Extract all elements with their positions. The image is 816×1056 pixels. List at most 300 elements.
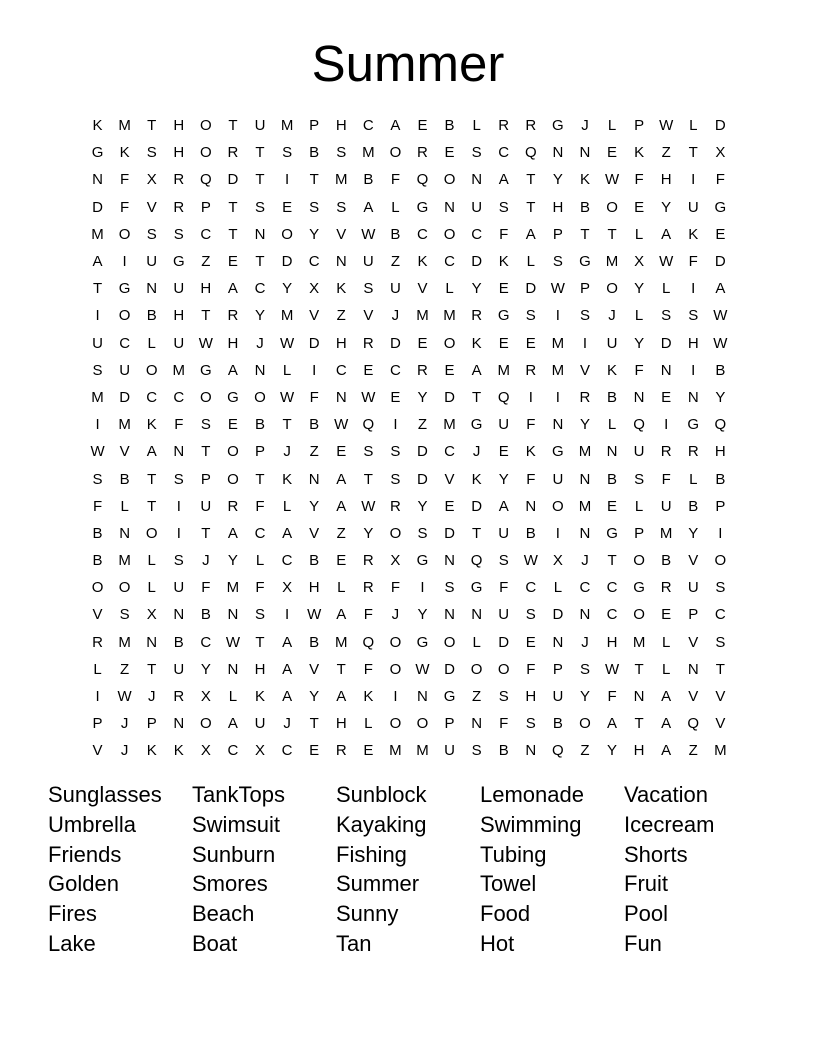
grid-letter[interactable]: S [200, 416, 211, 434]
grid-letter[interactable]: A [227, 280, 238, 298]
grid-letter[interactable]: W [117, 688, 132, 706]
grid-letter[interactable]: W [659, 117, 674, 135]
grid-letter[interactable]: K [634, 144, 645, 162]
grid-letter[interactable]: H [335, 715, 347, 733]
grid-letter[interactable]: F [363, 660, 373, 678]
grid-letter[interactable]: E [390, 388, 401, 406]
grid-letter[interactable]: G [443, 688, 456, 706]
grid-letter[interactable]: T [147, 470, 157, 488]
grid-letter[interactable]: V [688, 688, 699, 706]
grid-letter[interactable]: Z [688, 742, 698, 760]
grid-letter[interactable]: I [582, 334, 588, 352]
grid-letter[interactable]: Z [661, 144, 671, 162]
grid-letter[interactable]: E [227, 253, 238, 271]
grid-letter[interactable]: I [176, 497, 181, 515]
grid-letter[interactable]: P [255, 443, 266, 461]
grid-letter[interactable]: Z [417, 416, 428, 434]
grid-letter[interactable]: X [200, 688, 211, 706]
grid-letter[interactable]: A [471, 361, 482, 379]
grid-letter[interactable]: I [285, 606, 290, 624]
grid-letter[interactable]: A [282, 688, 293, 706]
grid-letter[interactable]: B [525, 524, 536, 542]
grid-letter[interactable]: T [255, 470, 265, 488]
grid-letter[interactable]: J [581, 633, 589, 651]
grid-letter[interactable]: W [415, 660, 430, 678]
grid-letter[interactable]: B [309, 416, 320, 434]
grid-letter[interactable]: G [497, 307, 510, 325]
grid-letter[interactable]: Z [309, 443, 319, 461]
grid-letter[interactable]: Y [309, 225, 320, 243]
grid-letter[interactable]: G [633, 579, 645, 597]
grid-letter[interactable]: T [634, 660, 644, 678]
grid-letter[interactable]: U [471, 198, 483, 216]
grid-letter[interactable]: L [634, 497, 644, 515]
grid-letter[interactable]: N [660, 361, 672, 379]
grid-letter[interactable]: O [389, 660, 402, 678]
grid-letter[interactable]: A [336, 606, 347, 624]
grid-letter[interactable]: D [444, 388, 455, 406]
grid-letter[interactable]: Y [661, 198, 672, 216]
grid-letter[interactable]: X [552, 552, 563, 570]
grid-letter[interactable]: E [607, 497, 618, 515]
grid-letter[interactable]: T [228, 117, 238, 135]
grid-letter[interactable]: B [255, 416, 266, 434]
grid-letter[interactable]: W [604, 660, 620, 678]
grid-letter[interactable]: Q [714, 416, 727, 434]
grid-letter[interactable]: A [336, 688, 347, 706]
grid-letter[interactable]: H [200, 280, 212, 298]
grid-letter[interactable]: M [551, 361, 565, 379]
grid-letter[interactable]: G [579, 253, 591, 271]
grid-letter[interactable]: V [715, 715, 726, 733]
grid-letter[interactable]: O [443, 171, 456, 189]
grid-letter[interactable]: U [146, 253, 158, 271]
grid-letter[interactable]: N [146, 280, 158, 298]
grid-letter[interactable]: C [281, 742, 293, 760]
grid-letter[interactable]: M [659, 524, 673, 542]
grid-letter[interactable]: C [471, 225, 483, 243]
grid-letter[interactable]: U [687, 579, 699, 597]
grid-letter[interactable]: N [173, 606, 185, 624]
grid-letter[interactable]: R [579, 388, 591, 406]
grid-letter[interactable]: X [146, 606, 157, 624]
grid-letter[interactable]: N [444, 198, 455, 216]
grid-letter[interactable]: G [172, 253, 185, 271]
grid-letter[interactable]: U [254, 715, 266, 733]
grid-letter[interactable]: I [555, 307, 560, 325]
grid-letter[interactable]: H [308, 579, 320, 597]
grid-letter[interactable]: S [146, 225, 157, 243]
grid-letter[interactable]: B [92, 524, 103, 542]
grid-letter[interactable]: Y [282, 280, 293, 298]
grid-letter[interactable]: J [608, 307, 616, 325]
grid-letter[interactable]: B [309, 144, 320, 162]
grid-letter[interactable]: J [202, 552, 210, 570]
grid-letter[interactable]: W [713, 307, 728, 325]
grid-letter[interactable]: N [687, 388, 699, 406]
grid-letter[interactable]: O [200, 388, 212, 406]
grid-letter[interactable]: M [578, 497, 592, 515]
grid-letter[interactable]: F [255, 579, 265, 597]
grid-letter[interactable]: G [416, 198, 429, 216]
grid-letter[interactable]: F [634, 361, 644, 379]
grid-letter[interactable]: U [173, 579, 185, 597]
grid-letter[interactable]: M [362, 144, 375, 162]
grid-letter[interactable]: J [256, 334, 264, 352]
grid-letter[interactable]: T [255, 171, 265, 189]
grid-letter[interactable]: G [470, 579, 483, 597]
grid-letter[interactable]: Q [633, 416, 645, 434]
grid-letter[interactable]: F [201, 579, 211, 597]
grid-letter[interactable]: W [198, 334, 213, 352]
grid-letter[interactable]: L [282, 361, 292, 379]
grid-letter[interactable]: T [688, 144, 698, 162]
grid-letter[interactable]: Q [524, 144, 537, 162]
grid-letter[interactable]: I [420, 579, 425, 597]
grid-letter[interactable]: O [145, 361, 158, 379]
grid-letter[interactable]: I [393, 688, 398, 706]
grid-letter[interactable]: I [95, 416, 100, 434]
grid-letter[interactable]: P [92, 715, 103, 733]
grid-letter[interactable]: K [579, 171, 590, 189]
grid-letter[interactable]: B [119, 470, 130, 488]
grid-letter[interactable]: A [498, 497, 509, 515]
grid-letter[interactable]: X [715, 144, 726, 162]
grid-letter[interactable]: F [92, 497, 103, 515]
grid-letter[interactable]: M [172, 361, 186, 379]
grid-letter[interactable]: L [607, 416, 617, 434]
grid-letter[interactable]: V [146, 198, 157, 216]
grid-letter[interactable]: D [417, 470, 428, 488]
grid-letter[interactable]: A [282, 524, 293, 542]
grid-letter[interactable]: W [280, 388, 295, 406]
grid-letter[interactable]: C [281, 552, 293, 570]
grid-letter[interactable]: O [91, 579, 104, 597]
grid-letter[interactable]: C [714, 606, 726, 624]
grid-letter[interactable]: V [92, 742, 103, 760]
grid-letter[interactable]: H [606, 633, 618, 651]
grid-letter[interactable]: A [227, 524, 238, 542]
grid-letter[interactable]: K [282, 470, 293, 488]
grid-letter[interactable]: E [336, 443, 347, 461]
grid-letter[interactable]: T [715, 660, 725, 678]
grid-letter[interactable]: N [579, 606, 591, 624]
grid-letter[interactable]: O [200, 715, 212, 733]
grid-letter[interactable]: T [309, 715, 319, 733]
grid-letter[interactable]: I [691, 171, 696, 189]
grid-letter[interactable]: N [146, 633, 158, 651]
grid-letter[interactable]: R [227, 307, 239, 325]
grid-letter[interactable]: R [173, 688, 185, 706]
grid-letter[interactable]: Z [201, 253, 211, 271]
grid-letter[interactable]: J [391, 606, 400, 624]
grid-letter[interactable]: S [336, 198, 347, 216]
grid-letter[interactable]: C [606, 579, 618, 597]
grid-letter[interactable]: E [498, 334, 509, 352]
grid-letter[interactable]: R [687, 443, 699, 461]
grid-letter[interactable]: T [201, 307, 211, 325]
grid-letter[interactable]: F [120, 171, 130, 189]
grid-letter[interactable]: L [337, 579, 346, 597]
grid-letter[interactable]: L [93, 660, 102, 678]
grid-letter[interactable]: L [553, 579, 563, 597]
grid-letter[interactable]: E [363, 361, 374, 379]
grid-letter[interactable]: D [552, 606, 564, 624]
grid-letter[interactable]: H [173, 307, 185, 325]
grid-letter[interactable]: O [281, 225, 293, 243]
grid-letter[interactable]: O [443, 633, 456, 651]
grid-letter[interactable]: H [525, 688, 537, 706]
grid-letter[interactable]: E [634, 198, 645, 216]
grid-letter[interactable]: Y [498, 470, 509, 488]
grid-letter[interactable]: M [416, 307, 429, 325]
grid-letter[interactable]: T [147, 497, 157, 515]
grid-letter[interactable]: U [200, 497, 212, 515]
grid-letter[interactable]: T [634, 715, 644, 733]
grid-letter[interactable]: S [525, 606, 536, 624]
grid-letter[interactable]: L [255, 552, 265, 570]
grid-letter[interactable]: U [552, 688, 564, 706]
grid-letter[interactable]: R [362, 334, 374, 352]
grid-letter[interactable]: O [443, 225, 456, 243]
grid-letter[interactable]: B [92, 552, 103, 570]
grid-letter[interactable]: T [201, 443, 211, 461]
grid-letter[interactable]: U [362, 253, 374, 271]
grid-letter[interactable]: C [579, 579, 591, 597]
grid-letter[interactable]: P [200, 470, 211, 488]
grid-letter[interactable]: S [173, 470, 184, 488]
grid-letter[interactable]: N [254, 225, 266, 243]
grid-letter[interactable]: O [227, 443, 239, 461]
grid-letter[interactable]: B [173, 633, 184, 651]
grid-letter[interactable]: A [146, 443, 157, 461]
grid-letter[interactable]: C [444, 443, 455, 461]
grid-letter[interactable]: E [444, 361, 455, 379]
grid-letter[interactable]: A [661, 225, 672, 243]
grid-letter[interactable]: R [173, 171, 185, 189]
grid-letter[interactable]: X [634, 253, 645, 271]
grid-letter[interactable]: Y [688, 524, 699, 542]
grid-letter[interactable]: E [525, 334, 536, 352]
grid-letter[interactable]: R [498, 117, 510, 135]
grid-letter[interactable]: R [389, 497, 401, 515]
grid-letter[interactable]: E [498, 443, 509, 461]
grid-letter[interactable]: O [552, 497, 564, 515]
grid-letter[interactable]: Y [417, 606, 428, 624]
grid-letter[interactable]: H [254, 660, 266, 678]
grid-letter[interactable]: M [605, 253, 619, 271]
grid-letter[interactable]: B [579, 198, 590, 216]
grid-letter[interactable]: T [309, 171, 319, 189]
grid-letter[interactable]: R [417, 144, 428, 162]
grid-letter[interactable]: U [92, 334, 103, 352]
grid-letter[interactable]: S [309, 198, 320, 216]
grid-letter[interactable]: Q [362, 633, 375, 651]
grid-letter[interactable]: F [607, 688, 617, 706]
grid-letter[interactable]: Q [552, 742, 564, 760]
grid-letter[interactable]: T [526, 171, 536, 189]
grid-letter[interactable]: M [280, 307, 294, 325]
grid-letter[interactable]: F [715, 171, 725, 189]
grid-letter[interactable]: M [118, 552, 131, 570]
grid-letter[interactable]: S [92, 361, 103, 379]
grid-letter[interactable]: T [255, 144, 265, 162]
grid-letter[interactable]: P [715, 497, 726, 515]
grid-letter[interactable]: V [309, 524, 320, 542]
grid-letter[interactable]: Z [336, 524, 346, 542]
grid-letter[interactable]: L [662, 280, 671, 298]
grid-letter[interactable]: A [661, 742, 672, 760]
grid-letter[interactable]: B [715, 470, 726, 488]
grid-letter[interactable]: H [687, 334, 699, 352]
grid-letter[interactable]: I [718, 524, 723, 542]
grid-letter[interactable]: P [634, 117, 645, 135]
grid-letter[interactable]: R [525, 117, 537, 135]
grid-letter[interactable]: I [555, 388, 560, 406]
grid-letter[interactable]: R [525, 361, 537, 379]
grid-letter[interactable]: X [255, 742, 266, 760]
grid-letter[interactable]: I [95, 688, 100, 706]
grid-letter[interactable]: K [92, 117, 103, 135]
grid-letter[interactable]: N [579, 144, 591, 162]
grid-letter[interactable]: N [471, 171, 483, 189]
grid-letter[interactable]: S [255, 198, 266, 216]
grid-letter[interactable]: G [552, 117, 564, 135]
grid-letter[interactable]: I [528, 388, 533, 406]
grid-letter[interactable]: K [336, 280, 347, 298]
grid-letter[interactable]: C [389, 361, 401, 379]
grid-letter[interactable]: W [334, 416, 349, 434]
grid-letter[interactable]: D [471, 497, 483, 515]
grid-letter[interactable]: N [633, 688, 645, 706]
grid-letter[interactable]: Q [362, 416, 375, 434]
grid-letter[interactable]: W [361, 497, 376, 515]
grid-letter[interactable]: D [714, 253, 726, 271]
grid-letter[interactable]: O [118, 225, 131, 243]
grid-letter[interactable]: F [634, 171, 644, 189]
grid-letter[interactable]: L [364, 715, 373, 733]
grid-letter[interactable]: D [714, 117, 726, 135]
grid-letter[interactable]: D [417, 443, 428, 461]
grid-letter[interactable]: C [254, 524, 266, 542]
grid-letter[interactable]: E [227, 416, 238, 434]
grid-letter[interactable]: A [282, 633, 293, 651]
grid-letter[interactable]: A [336, 497, 347, 515]
grid-letter[interactable]: A [525, 225, 536, 243]
grid-letter[interactable]: G [606, 524, 618, 542]
grid-letter[interactable]: D [525, 280, 537, 298]
grid-letter[interactable]: W [225, 633, 241, 651]
grid-letter[interactable]: X [390, 552, 401, 570]
grid-letter[interactable]: W [550, 280, 565, 298]
grid-letter[interactable]: E [607, 144, 618, 162]
grid-letter[interactable]: E [363, 742, 374, 760]
grid-letter[interactable]: J [120, 715, 129, 733]
grid-letter[interactable]: T [201, 524, 211, 542]
grid-letter[interactable]: P [688, 606, 699, 624]
grid-letter[interactable]: S [255, 606, 266, 624]
grid-letter[interactable]: V [417, 280, 428, 298]
grid-letter[interactable]: I [664, 416, 669, 434]
grid-letter[interactable]: S [525, 307, 536, 325]
grid-letter[interactable]: N [525, 742, 537, 760]
grid-letter[interactable]: S [363, 443, 374, 461]
grid-letter[interactable]: S [390, 443, 401, 461]
grid-letter[interactable]: U [389, 280, 401, 298]
grid-letter[interactable]: I [312, 361, 317, 379]
grid-letter[interactable]: C [498, 144, 510, 162]
grid-letter[interactable]: K [146, 742, 157, 760]
grid-letter[interactable]: K [688, 225, 699, 243]
grid-letter[interactable]: G [552, 443, 564, 461]
grid-letter[interactable]: B [607, 470, 618, 488]
grid-letter[interactable]: L [689, 470, 698, 488]
grid-letter[interactable]: D [227, 171, 239, 189]
grid-letter[interactable]: W [307, 606, 322, 624]
grid-letter[interactable]: E [309, 742, 320, 760]
grid-letter[interactable]: X [200, 742, 211, 760]
grid-letter[interactable]: B [715, 361, 726, 379]
grid-letter[interactable]: M [334, 171, 348, 189]
grid-letter[interactable]: E [444, 144, 455, 162]
grid-letter[interactable]: O [389, 144, 402, 162]
grid-letter[interactable]: L [228, 688, 238, 706]
grid-letter[interactable]: F [390, 171, 400, 189]
grid-letter[interactable]: U [498, 524, 510, 542]
grid-letter[interactable]: A [282, 660, 293, 678]
grid-letter[interactable]: G [416, 633, 429, 651]
grid-letter[interactable]: L [282, 497, 292, 515]
grid-letter[interactable]: L [472, 633, 481, 651]
grid-letter[interactable]: N [471, 715, 483, 733]
grid-letter[interactable]: T [580, 225, 590, 243]
grid-letter[interactable]: V [309, 307, 320, 325]
grid-letter[interactable]: S [579, 307, 590, 325]
grid-letter[interactable]: D [281, 253, 293, 271]
grid-letter[interactable]: U [552, 470, 564, 488]
grid-letter[interactable]: N [335, 388, 347, 406]
grid-letter[interactable]: B [498, 742, 509, 760]
grid-letter[interactable]: S [92, 470, 103, 488]
grid-letter[interactable]: L [689, 117, 698, 135]
grid-letter[interactable]: Y [309, 497, 320, 515]
grid-letter[interactable]: T [363, 470, 373, 488]
grid-letter[interactable]: W [523, 552, 538, 570]
grid-letter[interactable]: P [634, 524, 645, 542]
grid-letter[interactable]: S [715, 633, 726, 651]
grid-letter[interactable]: R [471, 307, 483, 325]
grid-letter[interactable]: O [254, 388, 266, 406]
grid-letter[interactable]: R [362, 552, 374, 570]
grid-letter[interactable]: J [283, 443, 291, 461]
grid-letter[interactable]: L [147, 579, 156, 597]
grid-letter[interactable]: O [389, 715, 402, 733]
grid-letter[interactable]: C [308, 253, 320, 271]
grid-letter[interactable]: V [715, 688, 726, 706]
grid-letter[interactable]: M [443, 416, 456, 434]
grid-letter[interactable]: S [444, 579, 455, 597]
grid-letter[interactable]: B [661, 552, 672, 570]
grid-letter[interactable]: W [361, 388, 376, 406]
grid-letter[interactable]: T [607, 225, 617, 243]
grid-letter[interactable]: K [173, 742, 184, 760]
grid-letter[interactable]: E [525, 633, 536, 651]
grid-letter[interactable]: C [444, 253, 455, 271]
grid-letter[interactable]: S [688, 307, 699, 325]
grid-letter[interactable]: O [416, 715, 429, 733]
grid-letter[interactable]: X [282, 579, 293, 597]
grid-letter[interactable]: D [389, 334, 401, 352]
